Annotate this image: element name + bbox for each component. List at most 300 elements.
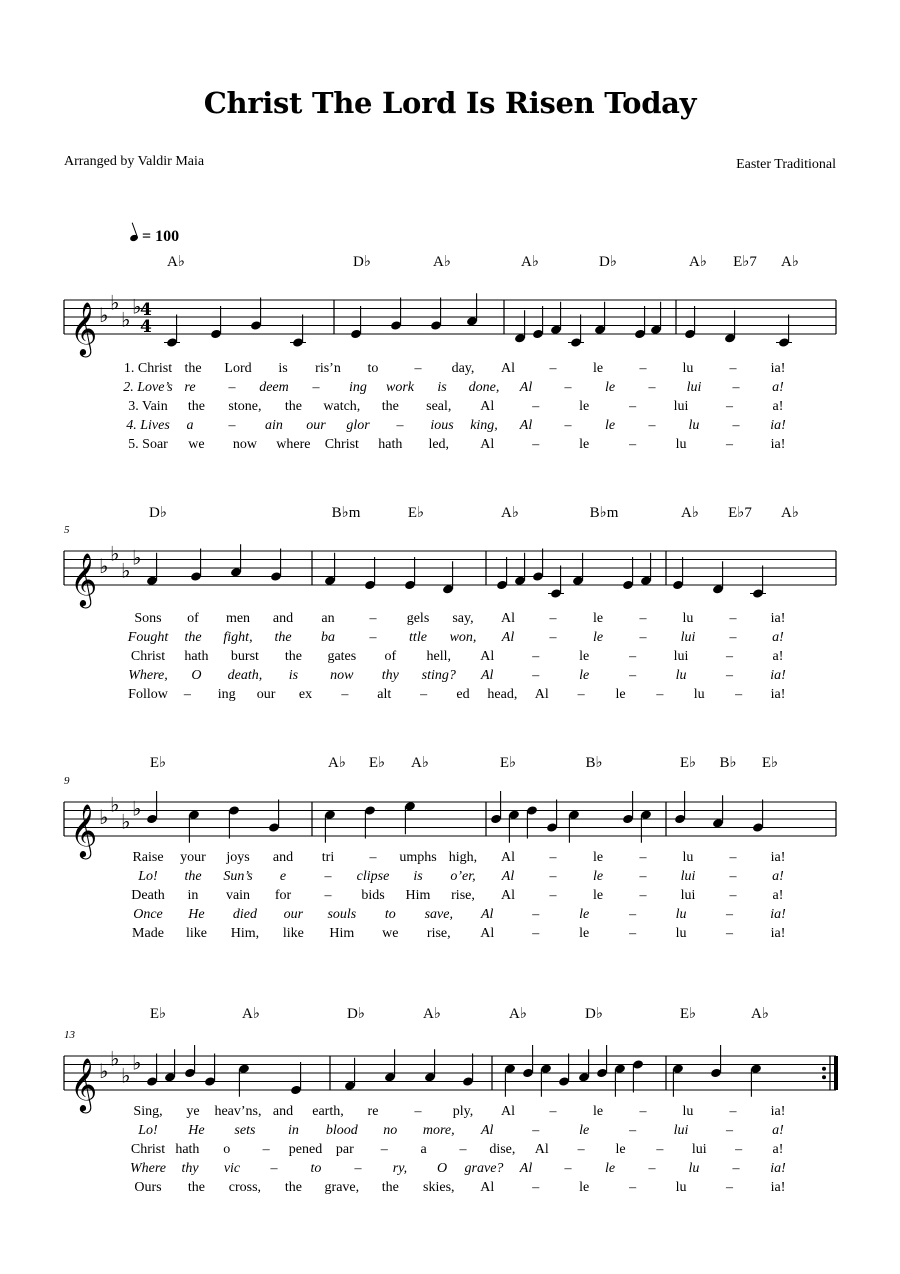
- lyric-syllable: 3. Vain: [128, 399, 168, 414]
- flat-sign: ♭: [121, 558, 131, 583]
- time-signature: 4: [140, 317, 152, 337]
- flat-sign: ♭: [132, 545, 142, 570]
- lyric-syllable: thy: [381, 668, 399, 683]
- lyric-syllable: –: [629, 399, 637, 414]
- lyric-syllable: hath: [378, 437, 403, 452]
- lyric-syllable: Al: [480, 437, 495, 452]
- measure-number: 5: [64, 524, 70, 536]
- lyric-syllable: He: [188, 1123, 205, 1138]
- lyric-syllable: –: [228, 418, 236, 433]
- lyric-syllable: ia!: [770, 687, 786, 702]
- lyric-syllable: ia!: [770, 1104, 786, 1119]
- lyric-syllable: and: [272, 1104, 294, 1119]
- lyric-syllable: like: [282, 926, 304, 941]
- lyric-syllable: grave,: [324, 1180, 360, 1195]
- lyric-syllable: the: [381, 399, 399, 414]
- lyric-syllable: Al: [501, 888, 515, 903]
- flat-sign: ♭: [121, 1063, 131, 1088]
- lyric-syllable: le: [579, 399, 590, 414]
- lyric-syllable: ia!: [770, 437, 786, 452]
- lyric-syllable: Al: [501, 611, 515, 626]
- lyric-syllable: lu: [675, 437, 687, 452]
- page-title: Christ The Lord Is Risen Today: [203, 86, 697, 120]
- lyric-syllable: le: [592, 869, 604, 884]
- chord-symbol: A♭: [501, 505, 519, 521]
- lyric-syllable: souls: [327, 907, 357, 922]
- lyric-syllable: our: [283, 907, 304, 922]
- flat-sign: ♭: [132, 1050, 142, 1075]
- lyric-syllable: the: [284, 1180, 302, 1195]
- lyric-syllable: Lo!: [138, 1123, 158, 1138]
- lyric-syllable: clipse: [356, 869, 390, 884]
- lyric-syllable: is: [278, 361, 288, 376]
- lyric-syllable: we: [188, 437, 205, 452]
- lyric-syllable: lui: [673, 649, 689, 664]
- lyric-syllable: a!: [772, 1142, 784, 1157]
- lyric-syllable: –: [726, 1123, 734, 1138]
- lyric-syllable: high,: [448, 850, 478, 865]
- lyric-syllable: –: [312, 380, 320, 395]
- chord-symbol: D♭: [353, 254, 371, 270]
- lyric-syllable: –: [564, 380, 572, 395]
- lyric-syllable: ry,: [392, 1161, 408, 1176]
- lyric-syllable: –: [726, 926, 734, 941]
- chord-symbol: E♭: [149, 1006, 167, 1022]
- lyric-syllable: the: [274, 630, 292, 645]
- lyric-syllable: –: [726, 1180, 734, 1195]
- lyric-syllable: le: [579, 1123, 590, 1138]
- lyric-syllable: 2. Love’s: [123, 380, 173, 395]
- lyric-syllable: of: [187, 611, 199, 626]
- lyric-syllable: ba: [321, 630, 335, 645]
- lyric-syllable: our: [306, 418, 326, 433]
- lyric-syllable: ply,: [452, 1104, 474, 1119]
- chord-symbol: B♭m: [331, 505, 361, 521]
- chord-symbol: A♭: [433, 254, 451, 270]
- lyric-syllable: –: [228, 380, 236, 395]
- lyric-syllable: –: [354, 1161, 362, 1176]
- lyric-syllable: no: [383, 1123, 398, 1138]
- lyric-syllable: le: [592, 1104, 604, 1119]
- repeat-dot: [822, 1067, 826, 1071]
- lyric-syllable: deem: [259, 380, 289, 395]
- lyric-syllable: –: [262, 1142, 270, 1157]
- lyric-syllable: re: [367, 1104, 379, 1119]
- lyric-syllable: –: [729, 611, 737, 626]
- flat-sign: ♭: [99, 805, 109, 829]
- chord-symbol: A♭: [681, 505, 699, 521]
- lyric-syllable: cross,: [228, 1180, 262, 1195]
- measure-number: 9: [64, 775, 70, 787]
- lyric-syllable: –: [639, 850, 647, 865]
- lyric-syllable: –: [577, 1142, 585, 1157]
- lyric-syllable: Where: [129, 1161, 167, 1176]
- lyric-syllable: Al: [480, 1180, 495, 1195]
- lyric-syllable: lu: [682, 850, 694, 865]
- arranger-credit: Arranged by Valdir Maia: [64, 154, 205, 169]
- lyric-syllable: lui: [691, 1142, 707, 1157]
- chord-symbol: E♭: [407, 505, 425, 521]
- flat-sign: ♭: [99, 554, 109, 578]
- lyric-syllable: more,: [422, 1123, 455, 1138]
- lyric-syllable: –: [532, 1180, 540, 1195]
- lyric-syllable: Sun’s: [223, 869, 253, 884]
- lyric-syllable: le: [604, 1161, 616, 1176]
- flat-sign: ♭: [110, 792, 120, 817]
- lyric-syllable: ye: [186, 1104, 200, 1119]
- lyric-syllable: Al: [519, 1161, 533, 1176]
- lyric-syllable: lui: [686, 380, 702, 395]
- lyric-syllable: Raise: [132, 850, 164, 865]
- lyric-syllable: –: [420, 687, 428, 702]
- lyric-syllable: –: [629, 907, 637, 922]
- lyric-syllable: –: [549, 1104, 557, 1119]
- lyric-syllable: –: [656, 687, 664, 702]
- lyric-syllable: –: [648, 418, 656, 433]
- lyric-syllable: –: [729, 888, 737, 903]
- lyric-syllable: –: [564, 418, 572, 433]
- lyric-syllable: –: [629, 926, 637, 941]
- chord-symbol: A♭: [521, 254, 539, 270]
- flat-sign: ♭: [121, 307, 131, 332]
- lyric-syllable: lu: [688, 1161, 700, 1176]
- lyric-syllable: alt: [377, 687, 392, 702]
- lyric-syllable: Al: [534, 1142, 549, 1157]
- lyric-syllable: ia!: [770, 1161, 786, 1176]
- lyric-syllable: le: [615, 1142, 626, 1157]
- lyric-syllable: hath: [175, 1142, 200, 1157]
- lyric-syllable: tri: [321, 850, 335, 865]
- repeat-dot: [822, 1075, 826, 1079]
- chord-symbol: A♭: [328, 755, 346, 771]
- lyric-syllable: –: [735, 687, 743, 702]
- lyric-syllable: –: [183, 687, 191, 702]
- lyric-syllable: ing: [349, 380, 367, 395]
- lyric-syllable: Al: [481, 668, 494, 683]
- lyric-syllable: –: [729, 869, 737, 884]
- lyric-syllable: day,: [451, 361, 475, 376]
- lyric-syllable: le: [615, 687, 626, 702]
- lyric-syllable: glor: [346, 418, 370, 433]
- lyric-syllable: we: [382, 926, 399, 941]
- treble-clef-icon: 𝄞: [70, 1057, 98, 1111]
- lyric-syllable: stone,: [228, 399, 262, 414]
- lyric-syllable: –: [729, 630, 737, 645]
- lyric-syllable: lu: [682, 1104, 694, 1119]
- tradition-credit: Easter Traditional: [736, 157, 836, 172]
- lyric-syllable: done,: [468, 380, 500, 395]
- lyric-syllable: seal,: [426, 399, 452, 414]
- lyric-syllable: say,: [452, 611, 474, 626]
- lyric-syllable: Made: [132, 926, 164, 941]
- lyric-syllable: Al: [481, 1123, 494, 1138]
- lyric-syllable: Al: [501, 850, 515, 865]
- lyric-syllable: –: [729, 361, 737, 376]
- lyric-syllable: Al: [480, 926, 495, 941]
- lyric-syllable: lui: [680, 630, 696, 645]
- lyric-syllable: lu: [693, 687, 705, 702]
- lyric-syllable: burst: [230, 649, 259, 664]
- lyric-syllable: the: [184, 869, 202, 884]
- lyric-syllable: save,: [424, 907, 453, 922]
- lyric-syllable: lu: [675, 907, 687, 922]
- chord-symbol: E♭: [149, 755, 167, 771]
- lyric-syllable: –: [564, 1161, 572, 1176]
- lyric-syllable: –: [396, 418, 404, 433]
- lyric-syllable: Him: [405, 888, 431, 903]
- lyric-syllable: le: [592, 361, 604, 376]
- lyric-syllable: fight,: [223, 630, 253, 645]
- lyric-syllable: –: [729, 850, 737, 865]
- chord-symbol: A♭: [781, 254, 799, 270]
- lyric-syllable: is: [413, 869, 423, 884]
- lyric-syllable: le: [604, 380, 616, 395]
- lyric-syllable: now: [330, 668, 354, 683]
- lyric-syllable: Fought: [127, 630, 169, 645]
- lyric-syllable: ed: [456, 687, 470, 702]
- treble-clef-icon: 𝄞: [70, 803, 98, 857]
- lyric-syllable: –: [532, 907, 540, 922]
- lyric-syllable: Al: [480, 399, 495, 414]
- chord-symbol: A♭: [242, 1006, 260, 1022]
- lyric-syllable: –: [532, 668, 540, 683]
- chord-symbol: E♭7: [728, 505, 752, 521]
- lyric-syllable: watch,: [323, 399, 361, 414]
- lyric-syllable: vic: [223, 1161, 241, 1176]
- lyric-syllable: –: [639, 361, 647, 376]
- lyric-syllable: le: [579, 907, 590, 922]
- lyric-syllable: a!: [772, 649, 784, 664]
- lyric-syllable: –: [270, 1161, 278, 1176]
- flat-sign: ♭: [132, 796, 142, 821]
- lyric-syllable: Sing,: [133, 1104, 163, 1119]
- lyric-syllable: grave?: [464, 1161, 504, 1176]
- chord-symbol: E♭7: [733, 254, 757, 270]
- lyric-syllable: –: [656, 1142, 664, 1157]
- lyric-syllable: Follow: [128, 687, 168, 702]
- lyric-syllable: skies,: [423, 1180, 455, 1195]
- lyric-syllable: Him,: [230, 926, 260, 941]
- lyric-syllable: Al: [519, 380, 533, 395]
- lyric-syllable: le: [579, 926, 590, 941]
- lyric-syllable: and: [272, 850, 294, 865]
- lyric-syllable: ain: [265, 418, 283, 433]
- lyric-syllable: –: [459, 1142, 467, 1157]
- lyric-syllable: 5. Soar: [128, 437, 168, 452]
- lyric-syllable: –: [639, 611, 647, 626]
- lyric-syllable: a!: [772, 869, 784, 884]
- chord-symbol: A♭: [167, 254, 185, 270]
- lyric-syllable: –: [549, 888, 557, 903]
- lyric-syllable: lui: [680, 888, 696, 903]
- lyric-syllable: to: [367, 361, 379, 376]
- lyric-syllable: pened: [288, 1142, 323, 1157]
- tempo-value: = 100: [142, 228, 180, 245]
- lyric-syllable: –: [369, 850, 377, 865]
- lyric-syllable: –: [735, 1142, 743, 1157]
- lyric-syllable: lu: [675, 668, 687, 683]
- lyric-syllable: Once: [133, 907, 163, 922]
- lyric-syllable: le: [579, 668, 590, 683]
- lyric-syllable: sting?: [421, 668, 456, 683]
- lyric-syllable: O: [191, 668, 202, 683]
- lyric-syllable: le: [579, 1180, 590, 1195]
- lyric-syllable: ex: [298, 687, 313, 702]
- lyric-syllable: –: [549, 850, 557, 865]
- lyric-syllable: in: [187, 888, 199, 903]
- chord-symbol: E♭: [679, 755, 697, 771]
- chord-symbol: E♭: [761, 755, 779, 771]
- lyric-syllable: –: [732, 1161, 740, 1176]
- chord-symbol: A♭: [751, 1006, 769, 1022]
- lyric-syllable: joys: [226, 850, 250, 865]
- lyric-syllable: hell,: [426, 649, 452, 664]
- lyric-syllable: –: [629, 649, 637, 664]
- flat-sign: ♭: [99, 1059, 109, 1083]
- lyric-syllable: to: [310, 1161, 322, 1176]
- lyric-syllable: is: [437, 380, 447, 395]
- lyric-syllable: a: [186, 418, 194, 433]
- chord-symbol: E♭: [679, 1006, 697, 1022]
- lyric-syllable: like: [185, 926, 207, 941]
- flat-sign: ♭: [110, 541, 120, 566]
- lyric-syllable: –: [414, 361, 422, 376]
- lyric-syllable: led,: [428, 437, 450, 452]
- lyric-syllable: Death: [131, 888, 165, 903]
- lyric-syllable: –: [341, 687, 349, 702]
- lyric-syllable: par: [335, 1142, 354, 1157]
- chord-symbol: E♭: [499, 755, 517, 771]
- lyric-syllable: the: [284, 399, 302, 414]
- lyric-syllable: heav’ns,: [214, 1104, 262, 1119]
- lyric-syllable: the: [187, 399, 206, 414]
- measure-number: 13: [64, 1029, 75, 1041]
- lyric-syllable: le: [579, 437, 590, 452]
- chord-symbol: B♭: [719, 755, 737, 771]
- lyric-syllable: –: [629, 1123, 637, 1138]
- lyric-syllable: ia!: [770, 850, 786, 865]
- lyric-syllable: –: [577, 687, 585, 702]
- lyric-syllable: ia!: [770, 611, 786, 626]
- lyric-syllable: –: [549, 869, 557, 884]
- lyric-syllable: –: [549, 361, 557, 376]
- lyric-syllable: o: [223, 1142, 231, 1157]
- lyric-syllable: –: [648, 1161, 656, 1176]
- lyric-syllable: e: [279, 869, 287, 884]
- lyric-syllable: a!: [772, 630, 784, 645]
- lyric-syllable: –: [639, 1104, 647, 1119]
- lyric-syllable: lui: [673, 399, 689, 414]
- lyric-syllable: now: [232, 437, 257, 452]
- lyric-syllable: –: [732, 418, 740, 433]
- lyric-syllable: for: [274, 888, 292, 903]
- time-signature: 4: [140, 300, 152, 320]
- lyric-syllable: ing: [217, 687, 236, 702]
- lyric-syllable: O: [436, 1161, 448, 1176]
- lyric-syllable: lu: [675, 926, 687, 941]
- lyric-syllable: Lord: [224, 361, 252, 376]
- chord-symbol: B♭: [585, 755, 603, 771]
- lyric-syllable: work: [386, 380, 414, 395]
- lyric-syllable: rise,: [426, 926, 451, 941]
- chord-symbol: A♭: [423, 1006, 441, 1022]
- lyric-syllable: blood: [325, 1123, 358, 1138]
- lyric-syllable: lu: [682, 611, 694, 626]
- lyric-syllable: Christ: [130, 649, 166, 664]
- lyric-syllable: le: [604, 418, 616, 433]
- lyric-syllable: gels: [406, 611, 430, 626]
- lyric-syllable: umphs: [399, 850, 437, 865]
- lyric-syllable: –: [726, 399, 734, 414]
- lyric-syllable: –: [629, 1180, 637, 1195]
- lyric-syllable: –: [324, 888, 332, 903]
- lyric-syllable: Al: [501, 361, 515, 376]
- lyric-syllable: –: [732, 380, 740, 395]
- lyric-syllable: your: [180, 850, 206, 865]
- lyric-syllable: Al: [519, 418, 533, 433]
- lyric-syllable: ia!: [770, 668, 786, 683]
- lyric-syllable: lui: [680, 869, 696, 884]
- lyric-syllable: to: [384, 907, 396, 922]
- chord-symbol: A♭: [781, 505, 799, 521]
- lyric-syllable: ia!: [770, 418, 786, 433]
- lyric-syllable: Al: [501, 630, 515, 645]
- chord-symbol: A♭: [411, 755, 429, 771]
- lyric-syllable: le: [592, 850, 604, 865]
- lyric-syllable: –: [380, 1142, 388, 1157]
- lyric-syllable: died: [232, 907, 257, 922]
- lyric-syllable: a!: [772, 888, 784, 903]
- lyric-syllable: lu: [682, 361, 694, 376]
- lyric-syllable: death,: [227, 668, 263, 683]
- lyric-syllable: the: [187, 1180, 206, 1195]
- lyric-syllable: ia!: [770, 361, 786, 376]
- lyric-syllable: ious: [430, 418, 454, 433]
- lyric-syllable: the: [184, 630, 202, 645]
- lyric-syllable: ttle: [409, 630, 427, 645]
- lyric-syllable: –: [369, 630, 377, 645]
- lyric-syllable: –: [629, 668, 637, 683]
- lyric-syllable: is: [288, 668, 299, 683]
- lyric-syllable: and: [272, 611, 294, 626]
- lyric-syllable: le: [592, 888, 604, 903]
- lyric-syllable: hath: [184, 649, 209, 664]
- lyric-syllable: the: [381, 1180, 399, 1195]
- chord-symbol: A♭: [689, 254, 707, 270]
- lyric-syllable: Ours: [134, 1180, 162, 1195]
- lyric-syllable: o’er,: [450, 869, 476, 884]
- lyric-syllable: head,: [487, 687, 518, 702]
- lyric-syllable: in: [287, 1123, 299, 1138]
- lyric-syllable: won,: [449, 630, 477, 645]
- chord-symbol: E♭: [368, 755, 386, 771]
- flat-sign: ♭: [110, 1046, 120, 1071]
- lyric-syllable: a: [420, 1142, 427, 1157]
- lyric-syllable: –: [726, 668, 734, 683]
- lyric-syllable: lu: [688, 418, 700, 433]
- lyric-syllable: earth,: [312, 1104, 344, 1119]
- lyric-syllable: bids: [361, 888, 385, 903]
- lyric-syllable: Christ: [324, 437, 359, 452]
- lyric-syllable: –: [532, 1123, 540, 1138]
- lyric-syllable: lui: [673, 1123, 689, 1138]
- lyric-syllable: –: [639, 888, 647, 903]
- lyric-syllable: –: [549, 611, 557, 626]
- lyric-syllable: Al: [480, 649, 495, 664]
- lyric-syllable: king,: [470, 418, 498, 433]
- lyric-syllable: Al: [534, 687, 549, 702]
- lyric-syllable: Where,: [128, 668, 168, 683]
